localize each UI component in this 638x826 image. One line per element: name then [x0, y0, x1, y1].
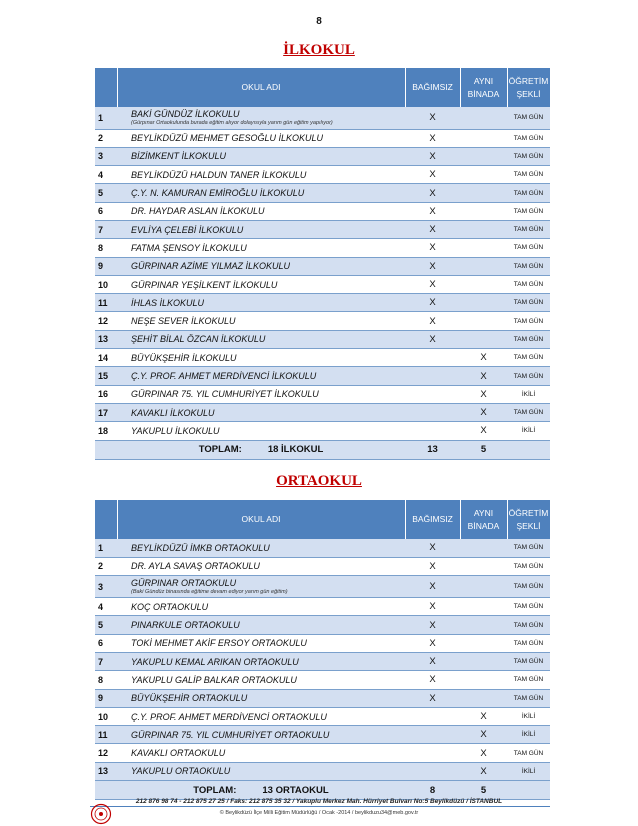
ogretim-sekli: TAM GÜN: [507, 557, 550, 575]
school-name-cell: [117, 707, 405, 725]
bagimsiz-mark: X: [405, 107, 460, 129]
school-name: BÜYÜKŞEHİR ORTAOKULU: [131, 693, 248, 704]
ayni-binada-mark: X: [460, 707, 507, 725]
ilkokul-table-body: [95, 107, 550, 440]
ayni-binada-mark: [460, 166, 507, 184]
header-bagimsiz: BAĞIMSIZ: [405, 68, 460, 107]
school-name: DR. AYLA SAVAŞ ORTAOKULU: [131, 561, 260, 572]
table-row: [95, 184, 550, 202]
school-name: BEYLİKDÜZÜ MEHMET GESOĞLU İLKOKULU: [131, 133, 324, 144]
bagimsiz-mark: X: [405, 576, 460, 598]
school-name: İHLAS İLKOKULU: [131, 297, 205, 308]
ogretim-sekli: TAM GÜN: [507, 744, 550, 762]
total-bagimsiz: 8: [405, 781, 460, 800]
ogretim-sekli: TAM GÜN: [507, 349, 550, 367]
school-name-cell: [117, 385, 405, 403]
bagimsiz-mark: [405, 762, 460, 780]
ogretim-sekli: İKİLİ: [507, 726, 550, 744]
school-name: BEYLİKDÜZÜ İMKB ORTAOKULU: [131, 542, 270, 553]
school-name-cell: [117, 166, 405, 184]
row-number: 18: [95, 422, 117, 440]
bagimsiz-mark: [405, 726, 460, 744]
row-number: 13: [95, 330, 117, 348]
ayni-binada-mark: [460, 257, 507, 275]
ogretim-sekli: İKİLİ: [507, 707, 550, 725]
bagimsiz-mark: X: [405, 147, 460, 165]
ayni-binada-mark: [460, 652, 507, 670]
row-number: 13: [95, 762, 117, 780]
ogretim-sekli: TAM GÜN: [507, 184, 550, 202]
table-row: [95, 294, 550, 312]
school-name: BEYLİKDÜZÜ HALDUN TANER İLKOKULU: [131, 169, 307, 180]
school-name: YAKUPLU İLKOKULU: [131, 425, 220, 436]
row-number: 7: [95, 220, 117, 238]
total-ayni-binada: 5: [460, 781, 507, 800]
table-row: [95, 147, 550, 165]
table-row: [95, 275, 550, 293]
table-row: [95, 539, 550, 557]
header-ogretim-sekli: ÖĞRETİM ŞEKLİ: [507, 68, 550, 107]
school-name-cell: [117, 652, 405, 670]
ogretim-sekli: TAM GÜN: [507, 671, 550, 689]
school-name-cell: [117, 147, 405, 165]
row-number: 12: [95, 744, 117, 762]
table-row: [95, 257, 550, 275]
school-name-cell: [117, 184, 405, 202]
ilkokul-section-title: İLKOKUL: [283, 42, 355, 58]
ogretim-sekli: TAM GÜN: [507, 367, 550, 385]
ogretim-sekli: TAM GÜN: [507, 616, 550, 634]
school-name-cell: [117, 762, 405, 780]
ayni-binada-mark: [460, 294, 507, 312]
table-row: [95, 403, 550, 421]
bagimsiz-mark: X: [405, 312, 460, 330]
ogretim-sekli: TAM GÜN: [507, 634, 550, 652]
header-ogretim-sekli: ÖĞRETİM ŞEKLİ: [507, 500, 550, 539]
row-number: 2: [95, 557, 117, 575]
school-name-cell: [117, 239, 405, 257]
school-name-cell: [117, 576, 405, 598]
school-name: BAKİ GÜNDÜZ İLKOKULU: [131, 109, 240, 120]
table-row: [95, 220, 550, 238]
ayni-binada-mark: X: [460, 385, 507, 403]
ogretim-sekli: TAM GÜN: [507, 220, 550, 238]
table-row: [95, 707, 550, 725]
ogretim-sekli: TAM GÜN: [507, 294, 550, 312]
school-name-cell: [117, 422, 405, 440]
table-row: [95, 762, 550, 780]
total-ayni-binada: 5: [460, 440, 507, 459]
row-number: 6: [95, 202, 117, 220]
school-name: EVLİYA ÇELEBİ İLKOKULU: [131, 224, 244, 235]
ayni-binada-mark: [460, 239, 507, 257]
bagimsiz-mark: X: [405, 294, 460, 312]
row-number: 14: [95, 349, 117, 367]
ayni-binada-mark: [460, 576, 507, 598]
header-okul-adi: OKUL ADI: [117, 68, 405, 107]
ayni-binada-mark: X: [460, 349, 507, 367]
row-number: 8: [95, 239, 117, 257]
table-row: [95, 616, 550, 634]
ayni-binada-mark: [460, 220, 507, 238]
table-header-row: [95, 500, 550, 539]
table-header-row: [95, 68, 550, 107]
row-number: 7: [95, 652, 117, 670]
row-number: 9: [95, 689, 117, 707]
ogretim-sekli: İKİLİ: [507, 422, 550, 440]
ogretim-sekli: TAM GÜN: [507, 257, 550, 275]
school-name-cell: [117, 275, 405, 293]
page-number: 8: [316, 16, 322, 27]
school-name: GÜRPINAR 75. YIL CUMHURİYET ORTAOKULU: [131, 729, 330, 740]
table-row: [95, 107, 550, 129]
school-name: KOÇ ORTAOKULU: [131, 601, 209, 612]
ayni-binada-mark: X: [460, 744, 507, 762]
table-row: [95, 557, 550, 575]
school-name-cell: [117, 744, 405, 762]
school-name: GÜRPINAR 75. YIL CUMHURİYET İLKOKULU: [131, 389, 319, 400]
ogretim-sekli: TAM GÜN: [507, 652, 550, 670]
ogretim-sekli: TAM GÜN: [507, 330, 550, 348]
row-number: 2: [95, 129, 117, 147]
row-number: 5: [95, 184, 117, 202]
school-name: KAVAKLI İLKOKULU: [131, 407, 215, 418]
table-row: [95, 422, 550, 440]
ogretim-sekli: TAM GÜN: [507, 107, 550, 129]
ogretim-sekli: TAM GÜN: [507, 312, 550, 330]
ayni-binada-mark: [460, 539, 507, 557]
bagimsiz-mark: X: [405, 634, 460, 652]
school-name-cell: [117, 220, 405, 238]
school-name-cell: [117, 107, 405, 129]
ogretim-sekli: TAM GÜN: [507, 147, 550, 165]
ayni-binada-mark: [460, 671, 507, 689]
school-name-cell: [117, 129, 405, 147]
row-number: 10: [95, 707, 117, 725]
table-row: [95, 367, 550, 385]
bagimsiz-mark: [405, 367, 460, 385]
header-ayni-binada: AYNI BİNADA: [460, 500, 507, 539]
ortaokul-table-body: [95, 539, 550, 781]
school-name: Ç.Y. PROF. AHMET MERDİVENCİ İLKOKULU: [131, 371, 317, 381]
school-name-cell: [117, 312, 405, 330]
row-number: 15: [95, 367, 117, 385]
ogretim-sekli: İKİLİ: [507, 762, 550, 780]
ogretim-sekli: TAM GÜN: [507, 689, 550, 707]
ayni-binada-mark: X: [460, 422, 507, 440]
ayni-binada-mark: [460, 275, 507, 293]
total-label: TOPLAM:: [198, 444, 242, 456]
school-name-cell: [117, 671, 405, 689]
ayni-binada-mark: X: [460, 762, 507, 780]
school-name: DR. HAYDAR ASLAN İLKOKULU: [131, 206, 265, 217]
ogretim-sekli: TAM GÜN: [507, 275, 550, 293]
ayni-binada-mark: [460, 202, 507, 220]
bagimsiz-mark: X: [405, 184, 460, 202]
ogretim-sekli: TAM GÜN: [507, 576, 550, 598]
bagimsiz-mark: X: [405, 671, 460, 689]
ogretim-sekli: TAM GÜN: [507, 539, 550, 557]
school-name-cell: [117, 557, 405, 575]
school-name-cell: [117, 598, 405, 616]
bagimsiz-mark: X: [405, 129, 460, 147]
ilkokul-total-row: [95, 440, 550, 459]
school-name-cell: [117, 616, 405, 634]
school-name-cell: [117, 202, 405, 220]
table-row: [95, 239, 550, 257]
school-name: Ç.Y. PROF. AHMET MERDİVENCİ ORTAOKULU: [131, 711, 327, 722]
ogretim-sekli: TAM GÜN: [507, 129, 550, 147]
school-name: TOKİ MEHMET AKİF ERSOY ORTAOKULU: [131, 638, 307, 649]
bagimsiz-mark: X: [405, 239, 460, 257]
bagimsiz-mark: X: [405, 275, 460, 293]
bagimsiz-mark: [405, 349, 460, 367]
school-note: (Gürpınar Ortaokulunda burada eğitim alıyor dolayısıyla yarım gün eğitim yapılıyor): [131, 119, 333, 126]
ogretim-sekli: TAM GÜN: [507, 202, 550, 220]
school-name: YAKUPLU KEMAL ARIKAN ORTAOKULU: [131, 656, 299, 667]
row-number: 4: [95, 166, 117, 184]
row-number: 12: [95, 312, 117, 330]
bagimsiz-mark: X: [405, 330, 460, 348]
bagimsiz-mark: X: [405, 220, 460, 238]
table-row: [95, 349, 550, 367]
table-row: [95, 634, 550, 652]
row-number: 5: [95, 616, 117, 634]
row-number: 17: [95, 403, 117, 421]
row-number: 3: [95, 147, 117, 165]
total-label: TOPLAM:: [193, 784, 237, 796]
ogretim-sekli: İKİLİ: [507, 385, 550, 403]
school-name-cell: [117, 689, 405, 707]
bagimsiz-mark: X: [405, 598, 460, 616]
bagimsiz-mark: [405, 385, 460, 403]
school-name: YAKUPLU GALİP BALKAR ORTAOKULU: [131, 674, 297, 685]
ayni-binada-mark: X: [460, 403, 507, 421]
ortaokul-section-title: ORTAOKUL: [276, 473, 362, 489]
ayni-binada-mark: [460, 689, 507, 707]
school-name: NEŞE SEVER İLKOKULU: [131, 316, 236, 327]
school-name-cell: [117, 294, 405, 312]
ayni-binada-mark: [460, 634, 507, 652]
school-note: (Baki Gündüz binasında eğitime devam ediyor yarım gün eğitim): [131, 588, 288, 595]
footer-contact: 212 876 98 74 - 212 875 27 25 / Faks: 212 875 35 32 / Yakuplu Merkez Mah. Hürriyet Bulvarı No:5 Beylikdüzü / İSTANBUL: [135, 798, 503, 805]
school-name: ŞEHİT BİLAL ÖZCAN İLKOKULU: [131, 334, 266, 345]
table-row: [95, 166, 550, 184]
school-name: BİZİMKENT İLKOKULU: [131, 151, 227, 162]
school-name-cell: [117, 330, 405, 348]
ogretim-sekli: TAM GÜN: [507, 598, 550, 616]
school-name: YAKUPLU ORTAOKULU: [131, 766, 231, 777]
row-number: 4: [95, 598, 117, 616]
school-name: BÜYÜKŞEHİR İLKOKULU: [131, 352, 237, 363]
ayni-binada-mark: [460, 147, 507, 165]
school-name-cell: [117, 539, 405, 557]
header-bagimsiz: BAĞIMSIZ: [405, 500, 460, 539]
header-no: [95, 500, 117, 539]
total-count: 13 ORTAOKUL: [262, 784, 329, 796]
ogretim-sekli: TAM GÜN: [507, 166, 550, 184]
row-number: 1: [95, 107, 117, 129]
total-bagimsiz: 13: [405, 440, 460, 459]
ilkokul-table: [95, 68, 551, 460]
ayni-binada-mark: X: [460, 726, 507, 744]
school-name-cell: [117, 634, 405, 652]
table-row: [95, 330, 550, 348]
row-number: 10: [95, 275, 117, 293]
table-row: [95, 652, 550, 670]
school-name: Ç.Y. N. KAMURAN EMİROĞLU İLKOKULU: [131, 188, 305, 199]
bagimsiz-mark: X: [405, 557, 460, 575]
row-number: 1: [95, 539, 117, 557]
school-name: FATMA ŞENSOY İLKOKULU: [131, 242, 247, 253]
ayni-binada-mark: [460, 598, 507, 616]
footer-divider: [90, 806, 550, 807]
ayni-binada-mark: [460, 330, 507, 348]
bagimsiz-mark: X: [405, 166, 460, 184]
ayni-binada-mark: [460, 312, 507, 330]
header-ayni-binada: AYNI BİNADA: [460, 68, 507, 107]
ortaokul-table: [95, 500, 551, 800]
row-number: 11: [95, 726, 117, 744]
school-name-cell: [117, 349, 405, 367]
ogretim-sekli: TAM GÜN: [507, 403, 550, 421]
table-row: [95, 129, 550, 147]
school-name-cell: [117, 403, 405, 421]
row-number: 9: [95, 257, 117, 275]
ayni-binada-mark: X: [460, 367, 507, 385]
school-name-cell: [117, 257, 405, 275]
ayni-binada-mark: [460, 616, 507, 634]
school-name-cell: [117, 367, 405, 385]
school-name: KAVAKLI ORTAOKULU: [131, 748, 226, 759]
header-okul-adi: OKUL ADI: [117, 500, 405, 539]
ogretim-sekli: TAM GÜN: [507, 239, 550, 257]
bagimsiz-mark: [405, 744, 460, 762]
bagimsiz-mark: [405, 403, 460, 421]
bagimsiz-mark: X: [405, 689, 460, 707]
total-count: 18 İLKOKUL: [267, 444, 324, 456]
table-row: [95, 385, 550, 403]
table-row: [95, 726, 550, 744]
bagimsiz-mark: X: [405, 202, 460, 220]
school-name: GÜRPINAR AZİME YILMAZ İLKOKULU: [131, 261, 291, 272]
table-row: [95, 576, 550, 598]
row-number: 3: [95, 576, 117, 598]
ayni-binada-mark: [460, 184, 507, 202]
ayni-binada-mark: [460, 557, 507, 575]
header-no: [95, 68, 117, 107]
footer-copyright: © Beylikdüzü İlçe Milli Eğitim Müdürlüğü / Ocak -2014 / beylikduzu34@meb.gov.tr: [219, 810, 419, 816]
table-row: [95, 598, 550, 616]
bagimsiz-mark: X: [405, 616, 460, 634]
bagimsiz-mark: X: [405, 652, 460, 670]
ortaokul-total-row: [95, 781, 550, 800]
table-row: [95, 671, 550, 689]
school-name: GÜRPINAR ORTAOKULU: [131, 578, 237, 589]
bagimsiz-mark: X: [405, 539, 460, 557]
table-row: [95, 744, 550, 762]
row-number: 11: [95, 294, 117, 312]
school-name: GÜRPINAR YEŞİLKENT İLKOKULU: [131, 279, 278, 290]
table-row: [95, 689, 550, 707]
row-number: 6: [95, 634, 117, 652]
row-number: 8: [95, 671, 117, 689]
ayni-binada-mark: [460, 129, 507, 147]
row-number: 16: [95, 385, 117, 403]
ayni-binada-mark: [460, 107, 507, 129]
table-row: [95, 312, 550, 330]
school-name-cell: [117, 726, 405, 744]
bagimsiz-mark: [405, 707, 460, 725]
school-name: PINARKULE ORTAOKULU: [131, 620, 240, 631]
bagimsiz-mark: [405, 422, 460, 440]
bagimsiz-mark: X: [405, 257, 460, 275]
table-row: [95, 202, 550, 220]
